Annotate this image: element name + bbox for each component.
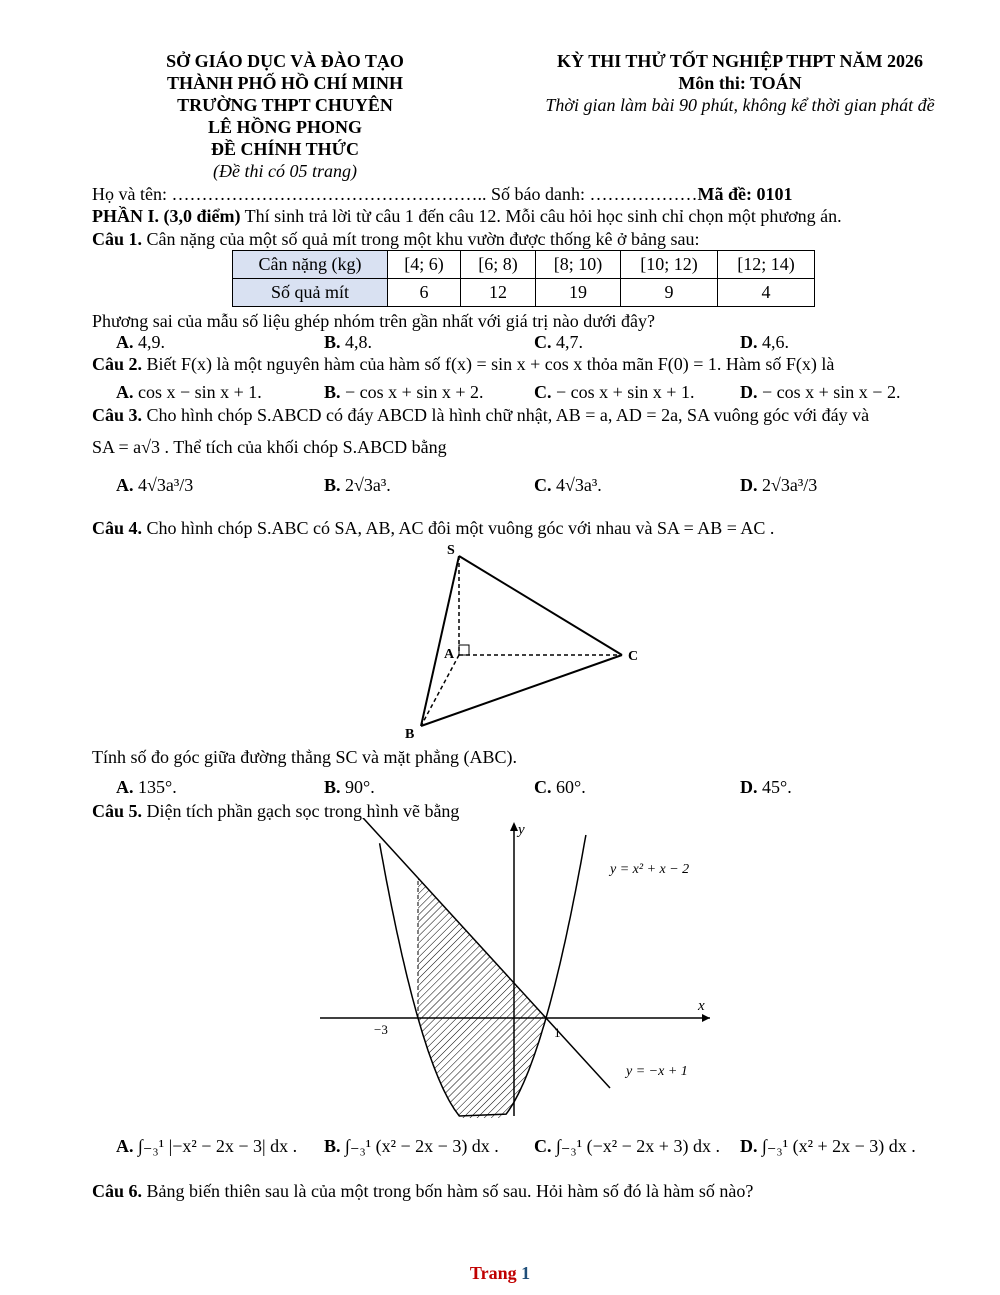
option-text: 4√3a³. [551, 475, 602, 495]
table-cell: 6 [388, 279, 461, 307]
option-text: ∫₋₃¹ (x² − 2x − 3) dx . [345, 1136, 499, 1156]
q4-question: Tính số đo góc giữa đường thẳng SC và mặt phẳng (ABC). [92, 747, 517, 767]
curve1-label: y = x² + x − 2 [610, 862, 690, 877]
table-cell: 4 [718, 279, 815, 307]
curve2-label: y = −x + 1 [626, 1064, 688, 1079]
exam-code: Mã đề: 0101 [697, 184, 793, 204]
page-count-note: (Đề thi có 05 trang) [213, 161, 357, 181]
q3-option-c[interactable] [534, 475, 602, 496]
option-label: D. [740, 777, 758, 797]
vertex-b-label: B [405, 727, 415, 742]
q3-text: Cho hình chóp S.ABCD có đáy ABCD là hình chữ nhật, AB = a, AD = 2a, SA vuông góc với đáy và [146, 405, 870, 425]
q1-text: Cân nặng của một số quả mít trong một khu vườn được thống kê ở bảng sau: [142, 229, 700, 249]
q2-label: Câu 2. [92, 354, 143, 374]
exam-header [520, 50, 960, 116]
q1-label: Câu 1. [92, 229, 143, 249]
option-label: B. [324, 1136, 341, 1156]
option-text: ∫₋₃¹ |−x² − 2x − 3| dx . [138, 1136, 298, 1156]
q5-label: Câu 5. [92, 801, 143, 821]
option-text: 45°. [757, 777, 792, 797]
q3-stem [92, 405, 869, 426]
q6-label: Câu 6. [92, 1181, 143, 1201]
footer-label: Trang [469, 1263, 517, 1283]
option-text: 4,6. [757, 332, 789, 352]
option-label: C. [534, 332, 552, 352]
q4-option-c[interactable] [534, 777, 586, 798]
part1-instruction [92, 206, 842, 227]
number-field: Số báo danh: ……………… [490, 184, 698, 204]
school-header [130, 50, 440, 182]
option-label: C. [534, 382, 552, 402]
q5-option-c[interactable] [534, 1136, 720, 1157]
tick-left-label: −3 [374, 1022, 388, 1037]
q3-stem-2: SA = a√3 . Thể tích của khối chóp S.ABCD bằng [92, 437, 447, 457]
option-text: 2√3a³/3 [762, 475, 818, 495]
x-axis-arrow [702, 1014, 710, 1022]
q2-text: Biết F(x) là một nguyên hàm của hàm số f(x) = sin x + cos x thỏa mãn F(0) = 1. Hàm số F(x) là [146, 354, 835, 374]
option-label: C. [534, 475, 552, 495]
area-graph [310, 818, 720, 1118]
y-axis-arrow [510, 822, 518, 831]
q1-option-a[interactable] [116, 332, 165, 353]
option-text: ∫₋₃¹ (x² + 2x − 3) dx . [762, 1136, 916, 1156]
option-text: − cos x + sin x − 2. [757, 382, 901, 402]
tick-right-label: 1 [554, 1025, 561, 1040]
pyramid-figure [390, 538, 660, 743]
option-text: cos x − sin x + 1. [133, 382, 262, 402]
option-label: A. [116, 382, 134, 402]
q5-text: Diện tích phần gạch sọc trong hình vẽ bằng [142, 801, 460, 821]
q1-data-table [232, 250, 815, 307]
option-text: 60°. [551, 777, 586, 797]
edge-bc [421, 655, 622, 726]
q2-option-d[interactable] [740, 382, 900, 403]
city-name: THÀNH PHỐ HỒ CHÍ MINH [166, 73, 403, 93]
q3-option-d[interactable] [740, 475, 817, 496]
table-cell: [6; 8) [461, 251, 536, 279]
table-cell: [8; 10) [536, 251, 621, 279]
q1-option-d[interactable] [740, 332, 789, 353]
vertex-a-label: A [444, 647, 455, 662]
q2-option-c[interactable] [534, 382, 694, 403]
q3-label: Câu 3. [92, 405, 143, 425]
table-row [233, 279, 815, 307]
q2-option-b[interactable] [324, 382, 483, 403]
page-footer [0, 1263, 1000, 1284]
table-cell: Cân nặng (kg) [233, 251, 388, 279]
option-label: D. [740, 1136, 758, 1156]
q4-label: Câu 4. [92, 518, 143, 538]
school-name-2: LÊ HỒNG PHONG [207, 117, 362, 137]
option-text: 4,8. [340, 332, 373, 352]
exam-subject: Môn thi: TOÁN [678, 73, 802, 93]
candidate-line [92, 184, 792, 205]
q3-option-a[interactable] [116, 475, 193, 496]
y-axis-label: y [518, 822, 525, 838]
option-label: B. [324, 332, 341, 352]
option-text: − cos x + sin x + 1. [551, 382, 695, 402]
vertex-s-label: S [447, 543, 455, 558]
q2-stem [92, 354, 834, 375]
vertex-c-label: C [628, 649, 639, 664]
table-cell: 12 [461, 279, 536, 307]
table-cell: [12; 14) [718, 251, 815, 279]
option-text: 135°. [133, 777, 177, 797]
school-name: TRƯỜNG THPT CHUYÊN [177, 95, 393, 115]
option-text: ∫₋₃¹ (−x² − 2x + 3) dx . [556, 1136, 720, 1156]
option-text: 4,9. [133, 332, 165, 352]
right-angle-mark [459, 645, 469, 655]
q4-option-b[interactable] [324, 777, 375, 798]
edge-sc [459, 556, 622, 655]
dept-name: SỞ GIÁO DỤC VÀ ĐÀO TẠO [166, 51, 404, 71]
option-label: A. [116, 475, 134, 495]
q1-stem [92, 229, 700, 250]
q5-option-a[interactable] [116, 1136, 297, 1157]
option-text: 90°. [340, 777, 375, 797]
option-label: A. [116, 332, 134, 352]
q1-question: Phương sai của mẫu số liệu ghép nhóm trên gần nhất với giá trị nào dưới đây? [92, 311, 655, 331]
edge-sb [421, 556, 459, 726]
table-cell: 19 [536, 279, 621, 307]
option-label: D. [740, 332, 758, 352]
q4-text: Cho hình chóp S.ABC có SA, AB, AC đôi một vuông góc với nhau và SA = AB = AC . [146, 518, 775, 538]
option-label: A. [116, 777, 134, 797]
option-text: 4,7. [551, 332, 583, 352]
option-label: D. [740, 382, 758, 402]
option-label: B. [324, 382, 341, 402]
option-text: 4√3a³/3 [138, 475, 194, 495]
option-text: − cos x + sin x + 2. [340, 382, 484, 402]
name-field: Họ và tên: …………………………………………….. [92, 184, 487, 204]
option-label: C. [534, 777, 552, 797]
option-label: A. [116, 1136, 134, 1156]
q6-text: Bảng biến thiên sau là của một trong bốn hàm số sau. Hỏi hàm số đó là hàm số nào? [142, 1181, 754, 1201]
option-label: D. [740, 475, 758, 495]
table-cell: [4; 6) [388, 251, 461, 279]
option-label: B. [324, 475, 341, 495]
x-axis-label: x [698, 998, 705, 1014]
q4-option-a[interactable] [116, 777, 177, 798]
page-number: 1 [521, 1263, 531, 1283]
q4-option-d[interactable] [740, 777, 792, 798]
q2-option-a[interactable] [116, 382, 262, 403]
q1-option-b[interactable] [324, 332, 372, 353]
exam-title: KỲ THI THỬ TỐT NGHIỆP THPT NĂM 2026 [557, 51, 923, 71]
part1-text: Thí sinh trả lời từ câu 1 đến câu 12. Mỗi câu hỏi học sinh chỉ chọn một phương án. [240, 206, 842, 226]
table-row [233, 251, 815, 279]
q5-option-d[interactable] [740, 1136, 916, 1157]
table-cell: [10; 12) [621, 251, 718, 279]
table-cell: 9 [621, 279, 718, 307]
q4-stem [92, 518, 774, 539]
option-text: 2√3a³. [340, 475, 391, 495]
table-cell: Số quả mít [233, 279, 388, 307]
q6-stem [92, 1181, 753, 1202]
part1-title: PHẦN I. (3,0 điểm) [92, 206, 241, 226]
option-label: C. [534, 1136, 552, 1156]
q5-option-b[interactable] [324, 1136, 499, 1157]
q3-option-b[interactable] [324, 475, 391, 496]
exam-time: Thời gian làm bài 90 phút, không kể thời gian phát đề [545, 95, 935, 115]
official-label: ĐỀ CHÍNH THỨC [210, 139, 360, 159]
q1-option-c[interactable] [534, 332, 583, 353]
option-label: B. [324, 777, 341, 797]
